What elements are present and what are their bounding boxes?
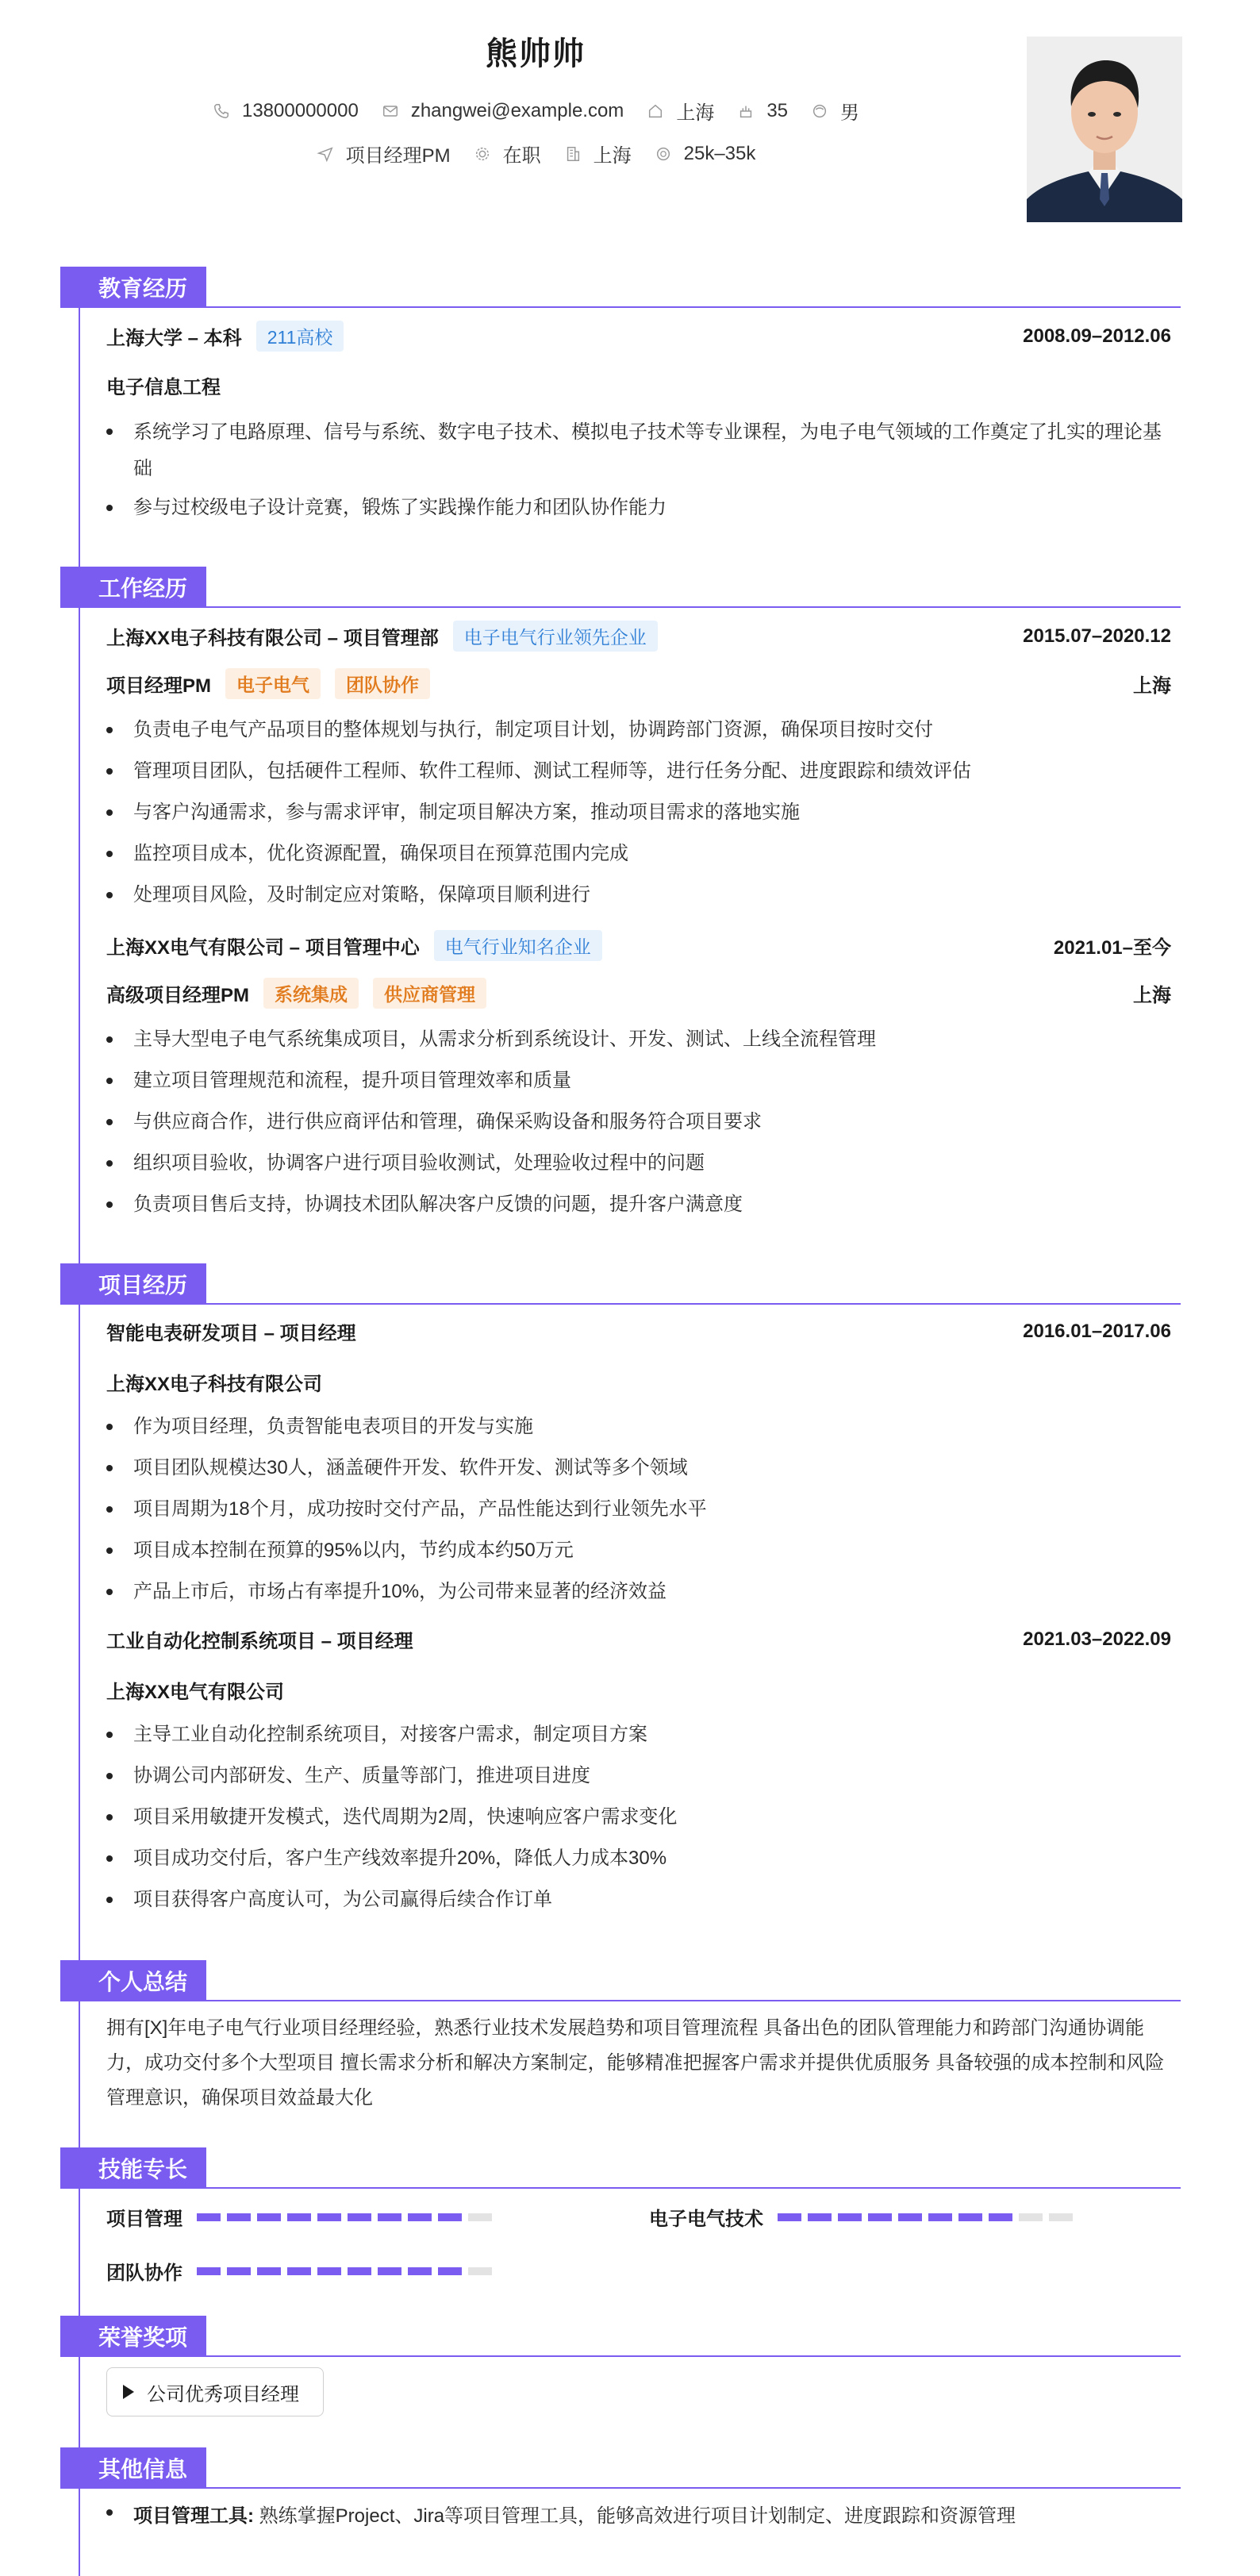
summary-text: 拥有[X]年电子电气行业项目经理经验，熟悉行业技术发展趋势和项目管理流程 具备出色的团队管理能力和跨部门沟通协调能力，成功交付多个大型项目 擅长需求分析和解决方案制定，能够精准把握客户需求并提供优质服务 具备较强的成本控制和风险管理意识，确保项目效益最大化: [106, 2017, 1165, 2109]
section-rule: [60, 2187, 1181, 2189]
skill-dash: [898, 2213, 922, 2221]
project-name: 工业自动化控制系统项目 – 项目经理: [106, 1631, 413, 1652]
section-honors: [60, 2316, 1181, 2357]
skill-label: 项目管理: [106, 2209, 182, 2230]
salary-text: 25k–35k: [683, 142, 756, 164]
list-item: 监控项目成本，优化资源配置，确保项目在预算范围内完成: [106, 836, 1171, 878]
skill-dash: [197, 2267, 221, 2275]
list-item: 处理项目风险，及时制定应对策略，保障项目顺利进行: [106, 878, 1171, 919]
award-chip: [106, 2367, 324, 2416]
list-item: 项目获得客户高度认可，为公司赢得后续合作订单: [106, 1882, 1171, 1924]
company-tag: 电气行业知名企业: [434, 930, 602, 961]
email-info: [381, 100, 624, 122]
coin-icon: [654, 144, 673, 163]
work-city-info: [563, 140, 632, 167]
job-bullets: [106, 713, 1171, 919]
status-info: [473, 140, 541, 167]
list-item: 作为项目经理，负责智能电表项目的开发与实施: [106, 1409, 1171, 1451]
section-rule: [60, 2487, 1181, 2489]
job-date: 2021.01–至今: [1053, 937, 1171, 959]
section-education: [60, 267, 1181, 308]
skill-tag: 电子电气: [225, 668, 321, 699]
education-date: 2008.09–2012.06: [1023, 325, 1171, 347]
position-info: [316, 140, 451, 167]
phone-info: [212, 100, 359, 122]
skill-dash: [808, 2213, 832, 2221]
skill-dash: [438, 2213, 462, 2221]
company-name: 上海XX电气有限公司 – 项目管理中心: [106, 937, 420, 959]
section-title: 其他信息: [60, 2447, 206, 2489]
skill-label: 团队协作: [106, 2263, 182, 2284]
age-text: 35: [766, 99, 789, 121]
skill-dash: [438, 2267, 462, 2275]
gear-icon: [473, 144, 492, 163]
skill-dash: [868, 2213, 892, 2221]
section-rule: [60, 2000, 1181, 2001]
section-title: 技能专长: [60, 2147, 206, 2189]
job-header: [106, 930, 1171, 961]
list-item: 产品上市后，市场占有率提升10%，为公司带来显著的经济效益: [106, 1574, 1171, 1616]
job-intent-row: [0, 140, 1071, 167]
work-city-text: 上海: [593, 145, 632, 167]
section-projects: [60, 1263, 1181, 1305]
skill-tag: 团队协作: [335, 668, 430, 699]
skill-meter: [197, 2213, 498, 2221]
skill-tag: 供应商管理: [373, 978, 486, 1009]
project-date: 2021.03–2022.09: [1023, 1628, 1171, 1650]
list-item: 项目成本控制在预算的95%以内，节约成本约50万元: [106, 1533, 1171, 1574]
section-rule: [60, 1303, 1181, 1305]
list-item: 与供应商合作，进行供应商评估和管理，确保采购设备和服务符合项目要求: [106, 1105, 1171, 1146]
skill-dash: [317, 2213, 341, 2221]
section-other: [60, 2447, 1181, 2489]
send-icon: [316, 144, 335, 163]
skill-dash: [317, 2267, 341, 2275]
phone-text: 13800000000: [241, 99, 359, 121]
gender-icon: [810, 102, 829, 121]
other-text: 熟练掌握Project、Jira等项目管理工具，能够高效进行项目计划制定、进度跟踪和资源管理: [259, 2505, 1016, 2527]
job-bullets: [106, 1022, 1171, 1228]
skill-dash: [257, 2213, 281, 2221]
list-item: 主导工业自动化控制系统项目，对接客户需求，制定项目方案: [106, 1717, 1171, 1759]
play-icon: [123, 2385, 134, 2399]
skill-dash: [227, 2267, 251, 2275]
skill-dash: [468, 2213, 492, 2221]
list-item: 负责电子电气产品项目的整体规划与执行，制定项目计划，协调跨部门资源，确保项目按时交付: [106, 713, 1171, 754]
timeline-line: [79, 284, 80, 2576]
skill-item: [106, 2203, 498, 2231]
home-icon: [646, 102, 665, 121]
list-item: 管理项目团队，包括硬件工程师、软件工程师、测试工程师等，进行任务分配、进度跟踪和绩效评估: [106, 754, 1171, 795]
building-icon: [563, 144, 582, 163]
skill-dash: [1049, 2213, 1073, 2221]
project-name: 智能电表研发项目 – 项目经理: [106, 1323, 356, 1344]
skill-dash: [197, 2213, 221, 2221]
skill-dash: [378, 2213, 401, 2221]
skill-dash: [287, 2267, 311, 2275]
list-item: 组织项目验收，协调客户进行项目验收测试，处理验收过程中的问题: [106, 1146, 1171, 1187]
list-item: 系统学习了电路原理、信号与系统、数字电子技术、模拟电子技术等专业课程，为电子电气领域的工作奠定了扎实的理论基础: [106, 414, 1171, 490]
project-header: [106, 1317, 1171, 1345]
other-label: 项目管理工具:: [133, 2505, 254, 2527]
skill-meter: [778, 2213, 1079, 2221]
skill-dash: [1019, 2213, 1043, 2221]
list-item: 项目周期为18个月，成功按时交付产品，产品性能达到行业领先水平: [106, 1492, 1171, 1533]
section-work: [60, 567, 1181, 608]
section-title: 荣誉奖项: [60, 2316, 206, 2357]
project-date: 2016.01–2017.06: [1023, 1320, 1171, 1342]
salary-info: [654, 143, 756, 165]
list-item: 项目成功交付后，客户生产线效率提升20%，降低人力成本30%: [106, 1841, 1171, 1882]
skill-dash: [928, 2213, 952, 2221]
city-info: [646, 97, 714, 125]
section-summary: [60, 1960, 1181, 2001]
section-rule: [60, 306, 1181, 308]
job-role-row: [106, 668, 1171, 699]
education-header: [106, 321, 1171, 352]
skill-item: [649, 2203, 1079, 2231]
skill-dash: [989, 2213, 1012, 2221]
list-item: 项目团队规模达30人，涵盖硬件开发、软件开发、测试等多个领域: [106, 1451, 1171, 1492]
project-header: [106, 1625, 1171, 1653]
gender-text: 男: [840, 102, 860, 124]
education-major: 电子信息工程: [106, 377, 221, 398]
skill-dash: [227, 2213, 251, 2221]
section-title: 个人总结: [60, 1960, 206, 2001]
job-location: 上海: [1133, 985, 1171, 1006]
job-header: [106, 621, 1171, 652]
job-role: 高级项目经理PM: [106, 985, 249, 1006]
school-tag: 211高校: [256, 321, 344, 352]
award-label: 公司优秀项目经理: [147, 2383, 299, 2405]
job-date: 2015.07–2020.12: [1023, 625, 1171, 647]
skill-dash: [408, 2267, 432, 2275]
mail-icon: [381, 102, 400, 121]
section-skills: [60, 2147, 1181, 2189]
skill-dash: [348, 2267, 371, 2275]
other-item: [106, 2500, 1171, 2528]
skill-dash: [958, 2213, 982, 2221]
section-title: 项目经历: [60, 1263, 206, 1305]
position-text: 项目经理PM: [345, 145, 451, 167]
skill-dash: [838, 2213, 862, 2221]
skill-label: 电子电气技术: [649, 2209, 763, 2230]
city-text: 上海: [676, 102, 715, 124]
skill-dash: [778, 2213, 801, 2221]
list-item: 主导大型电子电气系统集成项目，从需求分析到系统设计、开发、测试、上线全流程管理: [106, 1022, 1171, 1063]
list-item: 参与过校级电子设计竞赛，锻炼了实践操作能力和团队协作能力: [106, 490, 1171, 532]
skill-dash: [468, 2267, 492, 2275]
company-name: 上海XX电子科技有限公司 – 项目管理部: [106, 628, 439, 649]
list-item: 项目采用敏捷开发模式，迭代周期为2周，快速响应客户需求变化: [106, 1800, 1171, 1841]
gender-info: [810, 97, 859, 125]
skill-tag: 系统集成: [263, 978, 359, 1009]
phone-icon: [212, 102, 231, 121]
cake-icon: [736, 102, 755, 121]
candidate-name: 熊帅帅: [486, 37, 586, 71]
section-rule: [60, 2355, 1181, 2357]
age-info: [736, 100, 788, 122]
project-company: 上海XX电子科技有限公司: [106, 1374, 323, 1395]
skill-dash: [287, 2213, 311, 2221]
contact-row: [0, 97, 1071, 125]
status-text: 在职: [502, 145, 541, 167]
job-role-row: [106, 978, 1171, 1009]
list-item: 建立项目管理规范和流程，提升项目管理效率和质量: [106, 1063, 1171, 1105]
email-text: zhangwei@example.com: [410, 99, 624, 121]
skill-dash: [378, 2267, 401, 2275]
project-bullets: [106, 1409, 1171, 1616]
section-title: 工作经历: [60, 567, 206, 608]
skill-item: [106, 2257, 498, 2285]
list-item: 协调公司内部研发、生产、质量等部门，推进项目进度: [106, 1759, 1171, 1800]
job-role: 项目经理PM: [106, 675, 211, 697]
education-bullets: [106, 414, 1171, 532]
list-item: 负责项目售后支持，协调技术团队解决客户反馈的问题，提升客户满意度: [106, 1187, 1171, 1228]
job-location: 上海: [1133, 675, 1171, 697]
skill-dash: [408, 2213, 432, 2221]
project-bullets: [106, 1717, 1171, 1924]
section-rule: [60, 606, 1181, 608]
list-item: 与客户沟通需求，参与需求评审，制定项目解决方案，推动项目需求的落地实施: [106, 795, 1171, 836]
skill-dash: [257, 2267, 281, 2275]
section-title: 教育经历: [60, 267, 206, 308]
school-name: 上海大学 – 本科: [106, 328, 242, 349]
project-company: 上海XX电气有限公司: [106, 1682, 285, 1703]
profile-photo: [1027, 37, 1182, 222]
company-tag: 电子电气行业领先企业: [453, 621, 658, 652]
skill-meter: [197, 2267, 498, 2275]
skill-dash: [348, 2213, 371, 2221]
